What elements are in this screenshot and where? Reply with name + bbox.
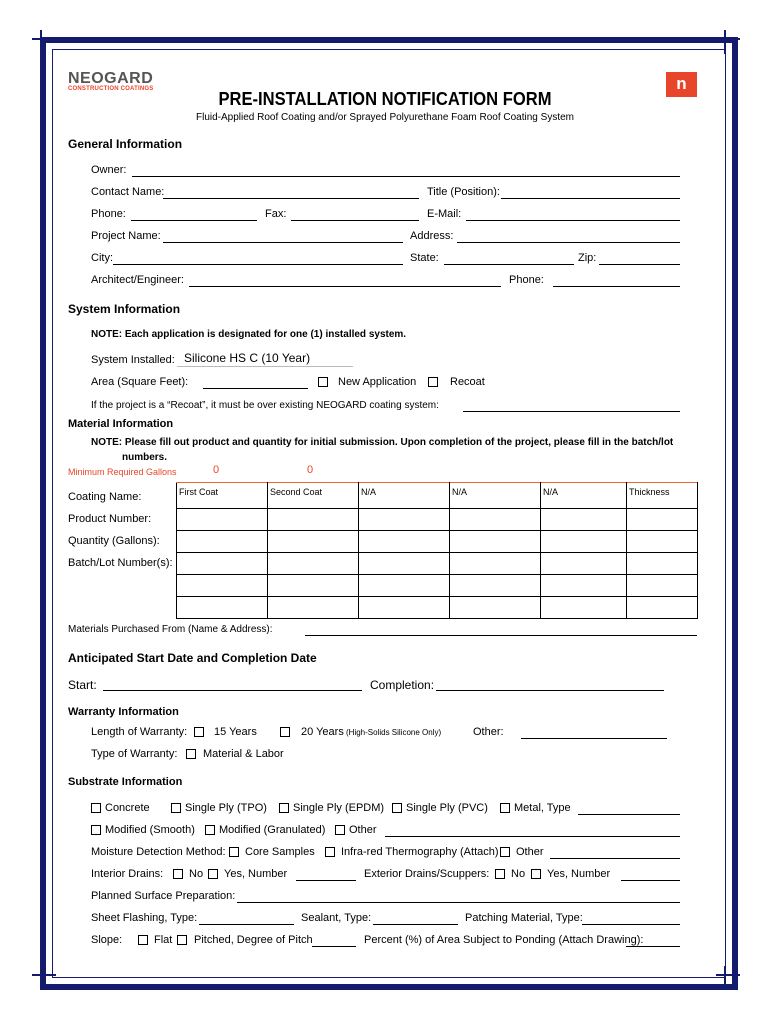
moisture-detection-label: Moisture Detection Method:: [91, 846, 226, 858]
new-application-label: New Application: [338, 376, 417, 388]
column-thickness: Thickness: [627, 483, 698, 509]
table-row: [177, 483, 698, 509]
exterior-drains-no-label: No: [511, 868, 526, 880]
sheet-flashing-label: Sheet Flashing, Type:: [91, 912, 198, 924]
moisture-other-label: Other: [516, 846, 544, 858]
infrared-label: Infra-red Thermography (Attach): [341, 846, 499, 858]
table-cell[interactable]: [268, 509, 359, 531]
planned-prep-field[interactable]: [237, 902, 680, 903]
infrared-checkbox[interactable]: [325, 847, 335, 857]
table-cell[interactable]: [177, 509, 268, 531]
epdm-checkbox[interactable]: [279, 803, 289, 813]
city-field[interactable]: [113, 264, 403, 265]
table-cell[interactable]: [268, 553, 359, 575]
purchased-from-label: Materials Purchased From (Name & Address):: [68, 624, 273, 635]
project-name-label: Project Name:: [91, 230, 161, 242]
zip-label: Zip:: [578, 252, 597, 264]
fax-field[interactable]: [291, 220, 419, 221]
table-row: [177, 553, 698, 575]
moisture-other-field[interactable]: [550, 858, 680, 859]
new-application-checkbox[interactable]: [318, 377, 328, 387]
interior-drains-label: Interior Drains:: [91, 868, 164, 880]
interior-drains-no-label: No: [189, 868, 204, 880]
interior-drains-yes-label: Yes, Number: [224, 868, 288, 880]
table-cell[interactable]: [541, 531, 627, 553]
brand-badge-icon: n: [666, 72, 697, 97]
recoat-note: If the project is a “Recoat”, it must be over existing NEOGARD coating system:: [91, 400, 439, 411]
table-cell[interactable]: [177, 597, 268, 619]
column-first-coat: First Coat: [177, 483, 268, 509]
system-installed-select[interactable]: [177, 349, 353, 367]
warranty-heading: Warranty Information: [68, 706, 179, 718]
pvc-checkbox[interactable]: [392, 803, 402, 813]
20-years-checkbox[interactable]: [280, 727, 290, 737]
table-cell[interactable]: [541, 509, 627, 531]
column-na-1: N/A: [359, 483, 450, 509]
ponding-label: Percent (%) of Area Subject to Ponding (Attach Drawing):: [364, 934, 644, 946]
table-cell[interactable]: [627, 531, 698, 553]
table-cell[interactable]: [177, 553, 268, 575]
state-field[interactable]: [444, 264, 574, 265]
table-cell[interactable]: [359, 553, 450, 575]
warranty-other-field[interactable]: [521, 738, 667, 739]
substrate-other-label: Other: [349, 824, 377, 836]
state-label: State:: [410, 252, 439, 264]
address-field[interactable]: [457, 242, 680, 243]
corner-ornament-bottom-right: [716, 966, 740, 990]
modified-granulated-label: Modified (Granulated): [219, 824, 326, 836]
table-cell[interactable]: [359, 575, 450, 597]
type-of-warranty-label: Type of Warranty:: [91, 748, 178, 760]
coating-name-label: Coating Name:: [68, 491, 142, 503]
exterior-drains-no-checkbox[interactable]: [495, 869, 505, 879]
modified-granulated-checkbox[interactable]: [205, 825, 215, 835]
system-note: NOTE: Each application is designated for one (1) installed system.: [91, 329, 407, 340]
table-row: [177, 597, 698, 619]
column-second-coat: Second Coat: [268, 483, 359, 509]
address-label: Address:: [410, 230, 454, 242]
architect-phone-label: Phone:: [509, 274, 544, 286]
core-samples-label: Core Samples: [245, 846, 315, 858]
material-labor-label: Material & Labor: [203, 748, 284, 760]
length-of-warranty-label: Length of Warranty:: [91, 726, 188, 738]
epdm-label: Single Ply (EPDM): [293, 802, 385, 814]
modified-smooth-checkbox[interactable]: [91, 825, 101, 835]
15-years-checkbox[interactable]: [194, 727, 204, 737]
owner-field[interactable]: [132, 176, 680, 177]
table-cell[interactable]: [450, 553, 541, 575]
substrate-other-field[interactable]: [385, 836, 680, 837]
patching-material-label: Patching Material, Type:: [465, 912, 583, 924]
metal-type-field[interactable]: [578, 814, 680, 815]
title-position-label: Title (Position):: [427, 186, 500, 198]
area-label: Area (Square Feet):: [91, 376, 189, 388]
table-cell[interactable]: [359, 509, 450, 531]
completion-date-field[interactable]: [436, 690, 664, 691]
pitched-label: Pitched, Degree of Pitch: [194, 934, 313, 946]
tpo-label: Single Ply (TPO): [185, 802, 267, 814]
existing-coating-field[interactable]: [463, 411, 680, 412]
system-installed-value: Silicone HS C (10 Year): [184, 351, 311, 365]
phone-label: Phone:: [91, 208, 126, 220]
min-gallons-label: Minimum Required Gallons: [68, 467, 177, 477]
table-cell[interactable]: [268, 597, 359, 619]
table-cell[interactable]: [359, 531, 450, 553]
substrate-heading: Substrate Information: [68, 776, 183, 788]
concrete-label: Concrete: [105, 802, 150, 814]
city-label: City:: [91, 252, 113, 264]
table-cell[interactable]: [541, 553, 627, 575]
sheet-flashing-field[interactable]: [199, 924, 294, 925]
column-na-2: N/A: [450, 483, 541, 509]
form-subtitle: Fluid-Applied Roof Coating and/or Sprayed Polyurethane Foam Roof Coating System: [196, 112, 574, 123]
area-field[interactable]: [203, 388, 308, 389]
contact-name-field[interactable]: [163, 198, 419, 199]
corner-ornament-top-right: [716, 30, 740, 54]
architect-field[interactable]: [189, 286, 501, 287]
planned-prep-label: Planned Surface Preparation:: [91, 890, 236, 902]
system-info-heading: System Information: [68, 302, 181, 316]
20-years-note: (High-Solids Silicone Only): [346, 728, 442, 737]
purchased-from-field[interactable]: [305, 635, 697, 636]
patching-material-field[interactable]: [582, 924, 680, 925]
table-cell[interactable]: [450, 509, 541, 531]
table-cell[interactable]: [268, 575, 359, 597]
architect-phone-field[interactable]: [553, 286, 680, 287]
material-labor-checkbox[interactable]: [186, 749, 196, 759]
table-cell[interactable]: [627, 509, 698, 531]
table-row: [177, 509, 698, 531]
corner-ornament-top-left: [32, 30, 56, 54]
table-cell[interactable]: [627, 575, 698, 597]
core-samples-checkbox[interactable]: [229, 847, 239, 857]
table-cell[interactable]: [177, 531, 268, 553]
exterior-drains-yes-label: Yes, Number: [547, 868, 611, 880]
recoat-label: Recoat: [450, 376, 485, 388]
metal-checkbox[interactable]: [500, 803, 510, 813]
table-row: [177, 531, 698, 553]
table-cell[interactable]: [627, 597, 698, 619]
material-note-line2: numbers.: [122, 452, 168, 463]
table-cell[interactable]: [450, 531, 541, 553]
table-cell[interactable]: [177, 575, 268, 597]
architect-label: Architect/Engineer:: [91, 274, 184, 286]
exterior-drains-yes-checkbox[interactable]: [531, 869, 541, 879]
product-number-label: Product Number:: [68, 513, 152, 525]
15-years-label: 15 Years: [214, 726, 257, 738]
project-name-field[interactable]: [163, 242, 403, 243]
sealant-field[interactable]: [373, 924, 458, 925]
material-table: [176, 482, 698, 619]
interior-drains-yes-checkbox[interactable]: [208, 869, 218, 879]
table-cell[interactable]: [541, 575, 627, 597]
sealant-label: Sealant, Type:: [301, 912, 372, 924]
system-installed-label: System Installed:: [91, 354, 175, 366]
exterior-drains-label: Exterior Drains/Scuppers:: [364, 868, 490, 880]
exterior-drains-number-field[interactable]: [621, 880, 680, 881]
email-label: E-Mail:: [427, 208, 462, 220]
quantity-label: Quantity (Gallons):: [68, 535, 160, 547]
table-row: [177, 575, 698, 597]
20-years-label: 20 Years: [301, 726, 344, 738]
moisture-other-checkbox[interactable]: [500, 847, 510, 857]
owner-label: Owner:: [91, 164, 127, 176]
min-gallons-second: 0: [307, 464, 314, 476]
flat-checkbox[interactable]: [138, 935, 148, 945]
table-cell[interactable]: [359, 597, 450, 619]
phone-field[interactable]: [131, 220, 257, 221]
ponding-percent-field[interactable]: [626, 946, 680, 947]
interior-drains-number-field[interactable]: [296, 880, 356, 881]
column-na-3: N/A: [541, 483, 627, 509]
email-field[interactable]: [466, 220, 680, 221]
fax-label: Fax:: [265, 208, 287, 220]
dates-heading: Anticipated Start Date and Completion Date: [68, 651, 317, 665]
flat-label: Flat: [154, 934, 173, 946]
recoat-checkbox[interactable]: [428, 377, 438, 387]
material-info-heading: Material Information: [68, 418, 174, 430]
pitch-degree-field[interactable]: [312, 946, 356, 947]
warranty-other-label: Other:: [473, 726, 504, 738]
neogard-logo: NEOGARD: [68, 70, 154, 87]
form-title: PRE-INSTALLATION NOTIFICATION FORM: [218, 89, 552, 109]
completion-label: Completion:: [370, 678, 435, 692]
material-note-line1: NOTE: Please fill out product and quantity for initial submission. Upon completion of the project, please fill in the batch/lot: [91, 437, 674, 448]
zip-field[interactable]: [599, 264, 680, 265]
start-label: Start:: [68, 678, 97, 692]
substrate-other-checkbox[interactable]: [335, 825, 345, 835]
corner-ornament-bottom-left: [32, 966, 56, 990]
slope-label: Slope:: [91, 934, 123, 946]
table-cell[interactable]: [627, 553, 698, 575]
concrete-checkbox[interactable]: [91, 803, 101, 813]
start-date-field[interactable]: [103, 690, 362, 691]
modified-smooth-label: Modified (Smooth): [105, 824, 195, 836]
table-cell[interactable]: [268, 531, 359, 553]
general-info-heading: General Information: [68, 137, 183, 151]
metal-label: Metal, Type: [514, 802, 571, 814]
interior-drains-no-checkbox[interactable]: [173, 869, 183, 879]
title-position-field[interactable]: [501, 198, 680, 199]
batch-lot-label: Batch/Lot Number(s):: [68, 557, 173, 569]
table-cell[interactable]: [450, 597, 541, 619]
pvc-label: Single Ply (PVC): [406, 802, 488, 814]
tpo-checkbox[interactable]: [171, 803, 181, 813]
table-cell[interactable]: [450, 575, 541, 597]
logo-tagline: CONSTRUCTION COATINGS: [68, 86, 154, 92]
table-cell[interactable]: [541, 597, 627, 619]
min-gallons-first: 0: [213, 464, 220, 476]
pitched-checkbox[interactable]: [177, 935, 187, 945]
contact-name-label: Contact Name:: [91, 186, 165, 198]
